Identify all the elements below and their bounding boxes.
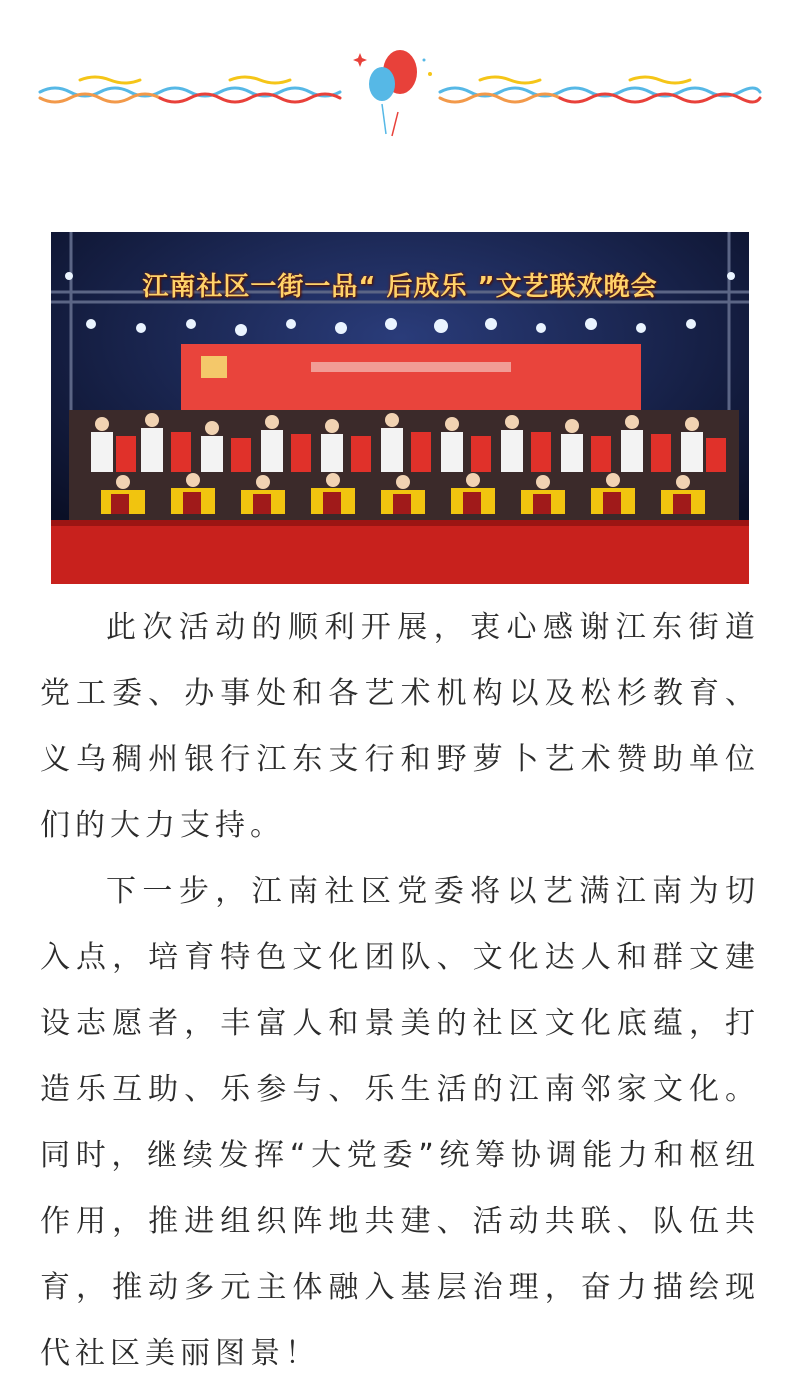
wavy-line-left <box>40 77 340 102</box>
paragraph-thanks: 此次活动的顺利开展，衷心感谢江东街道党工委、办事处和各艺术机构以及松杉教育、义乌稠州银行江东支行和野萝卜艺术赞助单位们的大力支持。 <box>40 610 760 843</box>
wavy-line-right <box>440 77 760 102</box>
photo-banner-text: 江南社区一街一品“ 后成乐 ”文艺联欢晚会 <box>142 272 658 302</box>
balloons-icon <box>353 50 432 136</box>
crowd <box>69 410 739 520</box>
stage-floor <box>51 520 749 584</box>
header-divider <box>0 40 800 140</box>
paragraph-next-steps: 下一步，江南社区党委将以艺满江南为切入点，培育特色文化团队、文化达人和群文建设志愿者，丰富人和景美的社区文化底蕴，打造乐互助、乐参与、乐生活的江南邻家文化。同时，继续发挥“大党委”统筹协调能力和枢纽作用，推进组织阵地共建、活动共联、队伍共育，推动多元主体融入基层治理，奋力描绘现代社区美丽图景！ <box>40 874 760 1371</box>
article-body <box>40 595 760 1387</box>
